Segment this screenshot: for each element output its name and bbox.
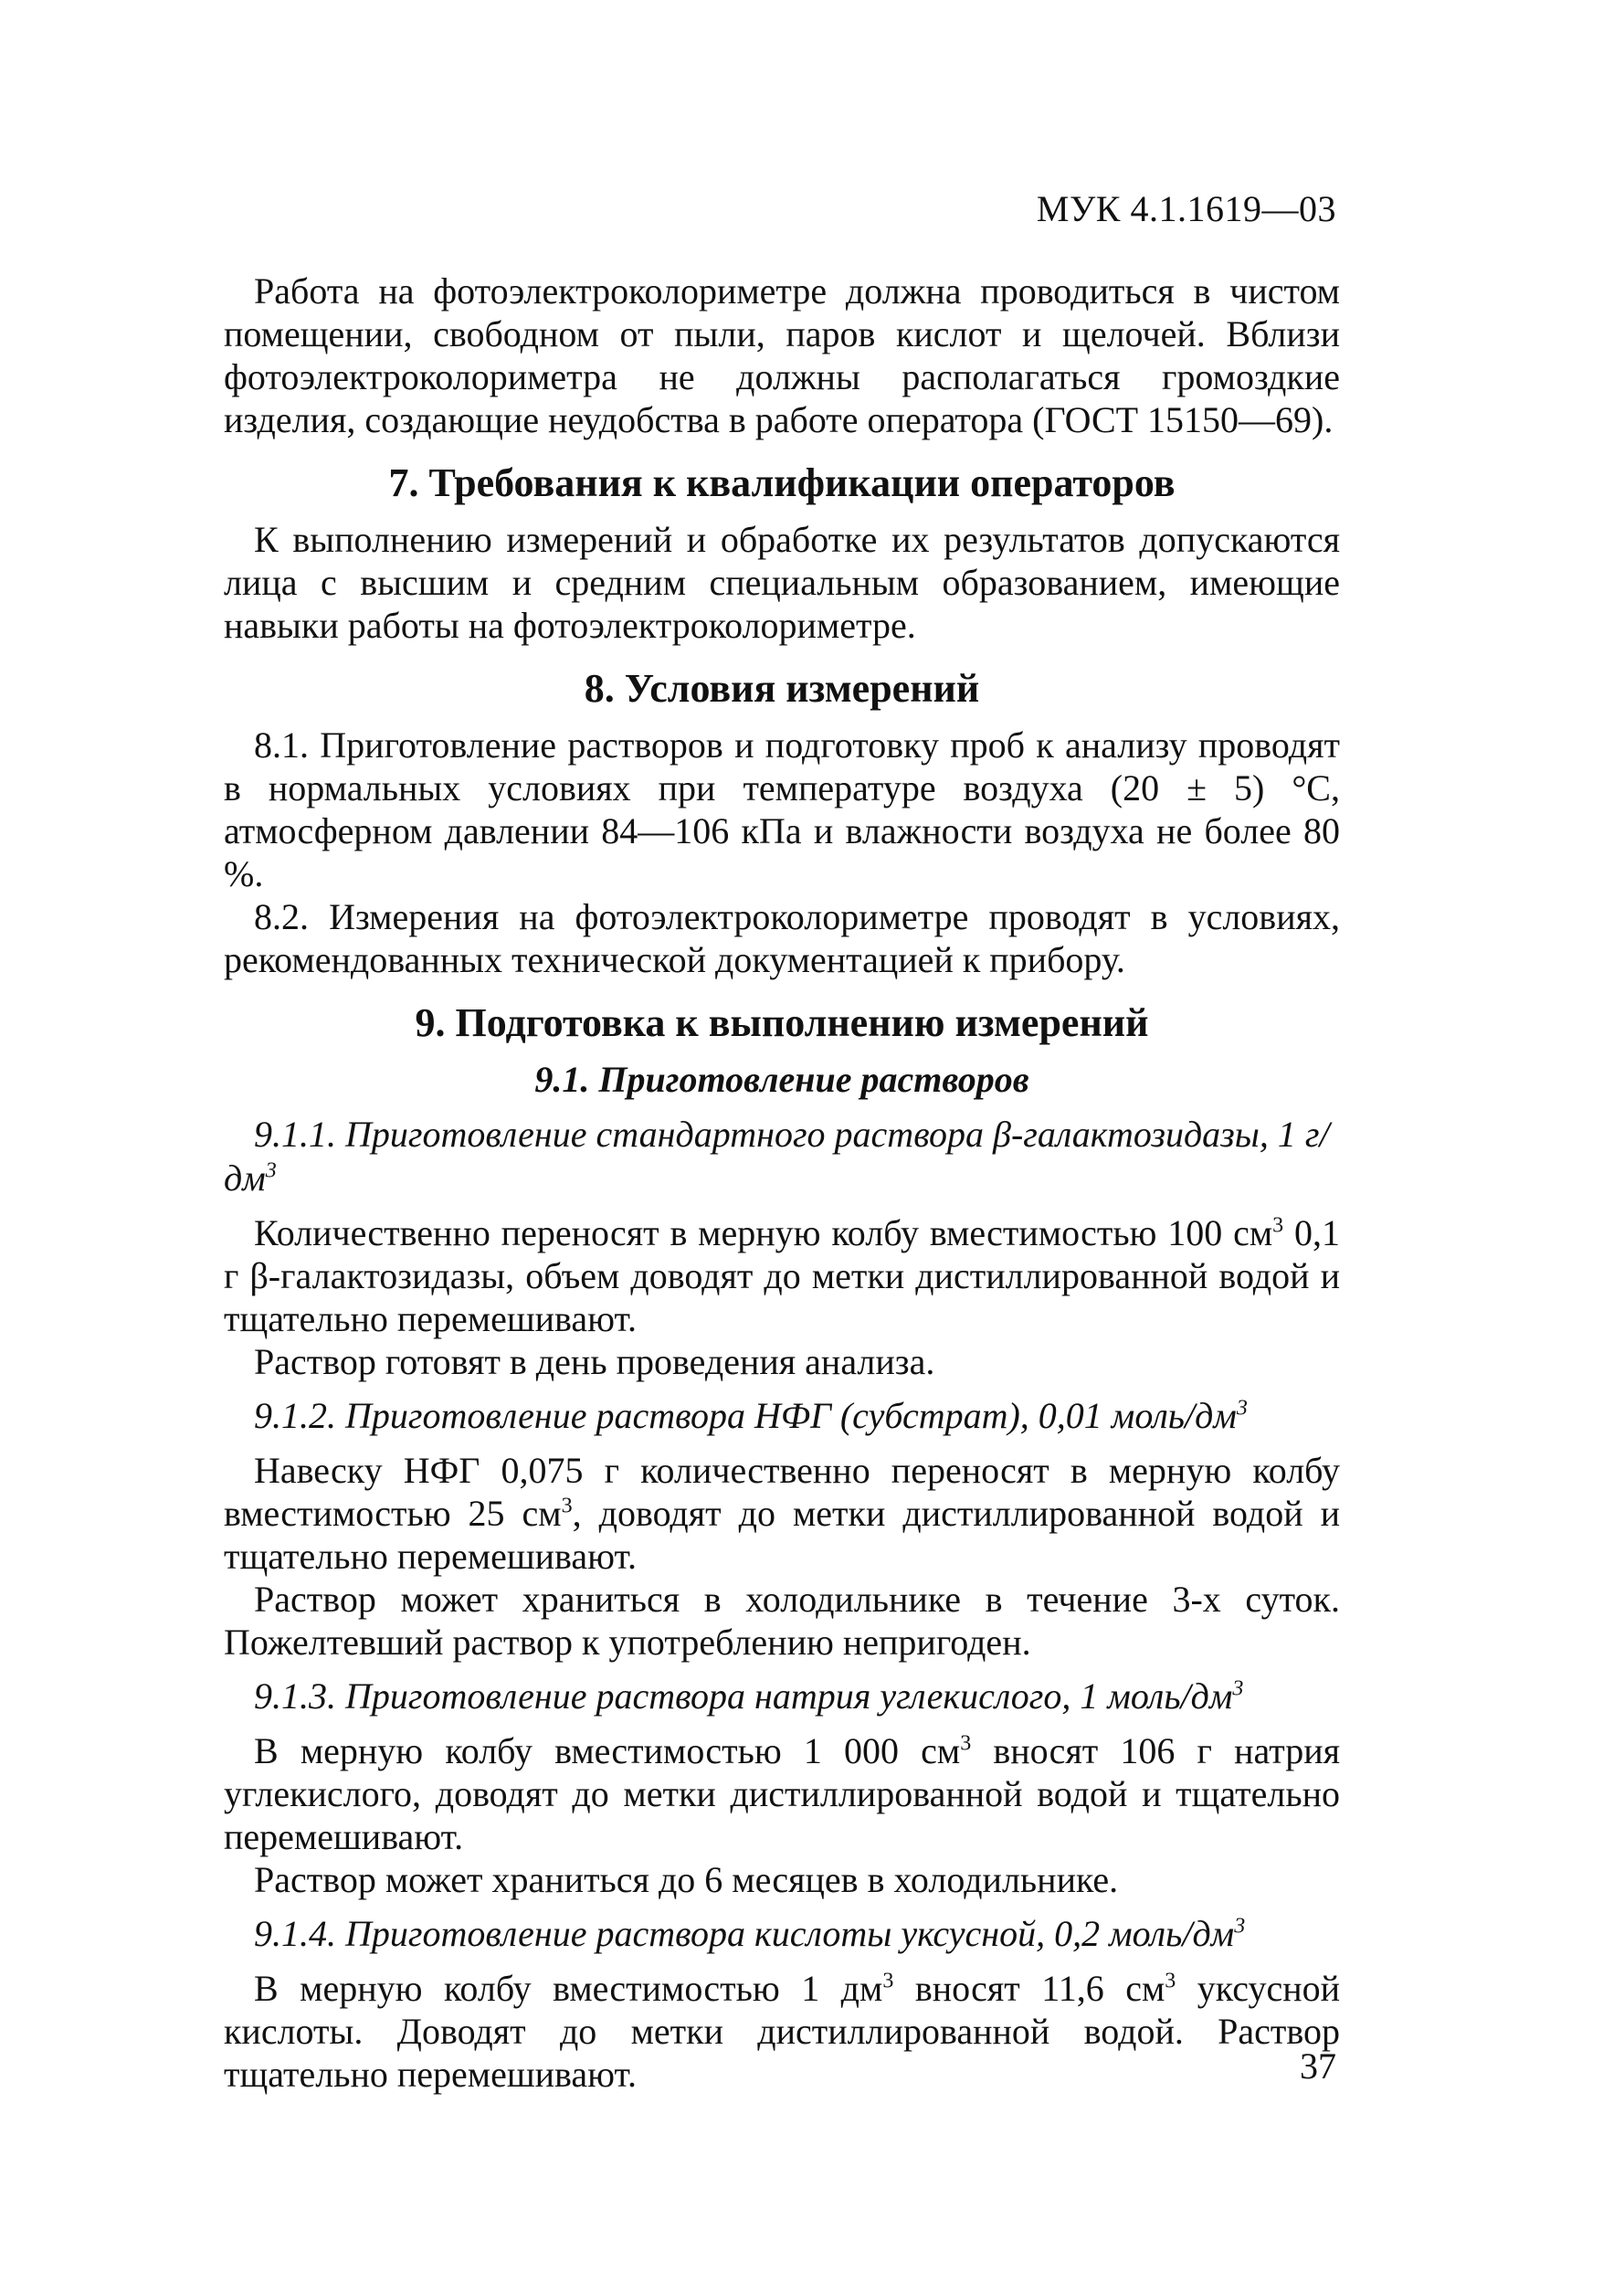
section-9-1-2-text-a: Навеску НФГ 0,075 г количественно переносят в мерную колбу вместимостью 25 см [224,1450,1340,1534]
section-9-1-4-title [224,1912,1340,1956]
superscript: 3 [960,1731,972,1756]
section-9-1-1-text-a: Количественно переносят в мерную колбу вместимостью 100 см [254,1212,1273,1253]
page-number: 37 [1300,2045,1336,2087]
section-9-1-3-title-text: 9.1.3. Приготовление раствора натрия углекислого, 1 моль/дм [254,1675,1233,1717]
section-9-1-1-title [224,1113,1340,1200]
section-9-1-3-text-b: вносят 106 г натрия углекислого, доводят до метки дистиллированной водой и тщательно перемешивают. [224,1730,1340,1857]
section-9-1-4-text-c: уксусной кислоты. Доводят до метки дистиллированной водой. Раствор тщательно перемешивают. [224,1968,1341,2095]
intro-paragraph: Работа на фотоэлектроколориметре должна проводиться в чистом помещении, свободном от пыли, паров кислот и щелочей. Вблизи фотоэлектроколориметра не должны располагаться громоздкие изделия, создающие неудобства в работе оператора (ГОСТ 15150—69). [224,270,1340,440]
section-9-1-1-text2: Раствор готовят в день проведения анализа. [254,1341,935,1382]
superscript: 3 [1234,1914,1246,1939]
section-7-title: 7. Требования к квалификации операторов [388,460,1176,505]
section-9-1-4-text-b: вносят 11,6 см [893,1968,1165,2009]
section-8-2-text: 8.2. Измерения на фотоэлектроколориметре проводят в условиях, рекомендованных технической документацией к прибору. [224,896,1340,980]
section-9-1-4-text [224,1967,1340,2096]
document-body [224,269,1340,2096]
section-9-1-2-text [224,1449,1340,1578]
section-9-1-2-title [224,1394,1340,1438]
section-9-1-2-title-text: 9.1.2. Приготовление раствора НФГ (субстрат), 0,01 моль/дм [254,1395,1237,1436]
section-9-title: 9. Подготовка к выполнению измерений [415,1000,1149,1045]
section-9-1-2-text-b: , доводят до метки дистиллированной водой и тщательно перемешивают. [224,1493,1341,1577]
document-code-header: МУК 4.1.1619—03 [1036,188,1336,229]
section-8-title: 8. Условия измерений [584,666,980,711]
section-9-1-3-text2: Раствор может храниться до 6 месяцев в холодильнике. [254,1859,1119,1900]
superscript: 3 [1165,1969,1176,1993]
section-9-1-3-text [224,1729,1340,1858]
section-9-1-1-title-text: 9.1.1. Приготовление стандартного раствора β-галактозидазы, 1 г/дм [224,1114,1330,1199]
section-9-1-title: 9.1. Приготовление растворов [534,1059,1029,1100]
section-8-1-text: 8.1. Приготовление растворов и подготовку проб к анализу проводят в нормальных условиях при температуре воздуха (20 ± 5) °С, атмосферном давлении 84—106 кПа и влажности воздуха не более 80 %. [224,724,1340,894]
superscript: 3 [1236,1396,1248,1421]
section-9-1-3-text-a: В мерную колбу вместимостью 1 000 см [254,1730,961,1771]
section-9-1-2-text2: Раствор может храниться в холодильнике в течение 3-х суток. Пожелтевший раствор к употреблению непригоден. [224,1579,1340,1663]
section-9-1-4-title-text: 9.1.4. Приготовление раствора кислоты уксусной, 0,2 моль/дм [254,1913,1235,1954]
section-9-1-1-text-b: 0,1 г β-галактозидазы, объем доводят до метки дистиллированной водой и тщательно перемешивают. [224,1212,1341,1339]
section-9-1-4-text-a: В мерную колбу вместимостью 1 дм [254,1968,883,2009]
superscript: 3 [265,1158,277,1183]
superscript: 3 [561,1494,573,1518]
section-7-text: К выполнению измерений и обработке их результатов допускаются лица с высшим и средним специальным образованием, имеющие навыки работы на фотоэлектроколориметре. [224,519,1340,646]
section-9-1-1-text [224,1211,1340,1340]
superscript: 3 [882,1969,894,1993]
superscript: 3 [1272,1213,1284,1238]
section-9-1-3-title [224,1675,1340,1718]
superscript: 3 [1232,1676,1244,1701]
